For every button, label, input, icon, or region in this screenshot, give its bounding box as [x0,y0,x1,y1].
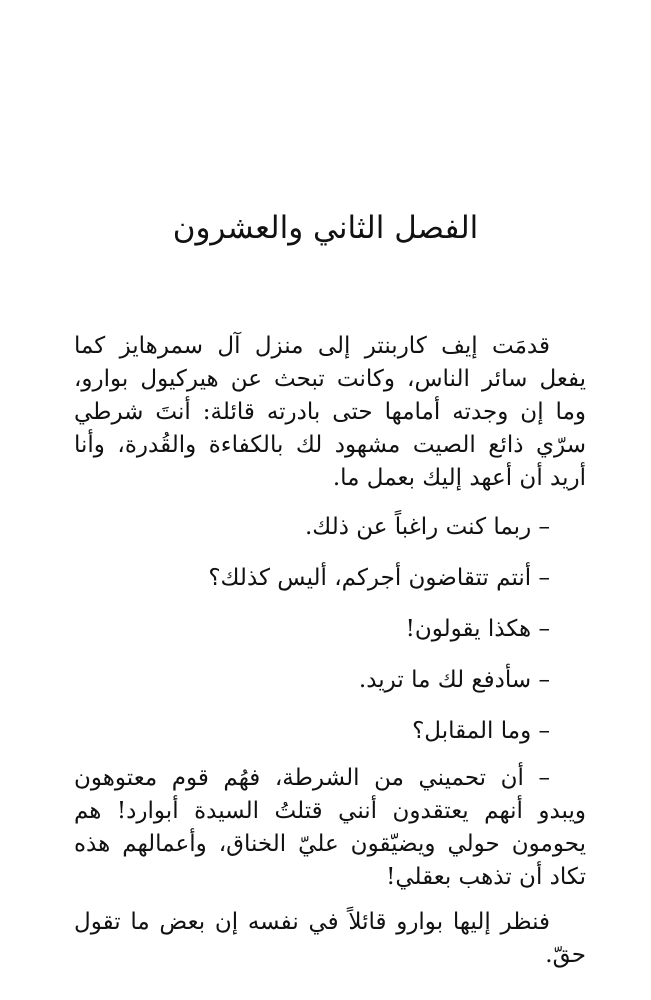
dialogue-line: – هكذا يقولون! [405,616,550,642]
dialogue-line: – وما المقابل؟ [412,718,550,744]
dialogue-line: – ربما كنت راغباً عن ذلك. [305,514,550,540]
chapter-body [74,330,586,972]
dialogue-paragraph: – أن تحميني من الشرطة، فهُم قوم معتوهون ويبدو أنهم يعتقدون أنني قتلتُ السيدة أبوارد! هم يحومون حولي ويضيّقون عليّ الخناق، وأعمالهم هذه تكاد أن تذهب بعقلي! [74,765,586,890]
dialogue-line: – أنتم تتقاضون أجركم، أليس كذلك؟ [208,565,550,591]
closing-paragraph: فنظر إليها بوارو قائلاً في نفسه إن بعض ما تقول حقّ. [74,909,586,968]
dialogue-line: – سأدفع لك ما تريد. [358,667,550,693]
opening-paragraph: قدمَت إيف كاربنتر إلى منزل آل سمرهايز كما يفعل سائر الناس، وكانت تبحث عن هيركيول بوارو، وما إن وجدته أمامها حتى بادرته قائلة: أنتَ شرطي سرّي ذائع الصيت مشهود لك بالكفاءة والقُدرة، وأنا أريد أن أعهد إليك بعمل ما. [74,333,586,491]
chapter-title: الفصل الثاني والعشرون [172,210,479,246]
